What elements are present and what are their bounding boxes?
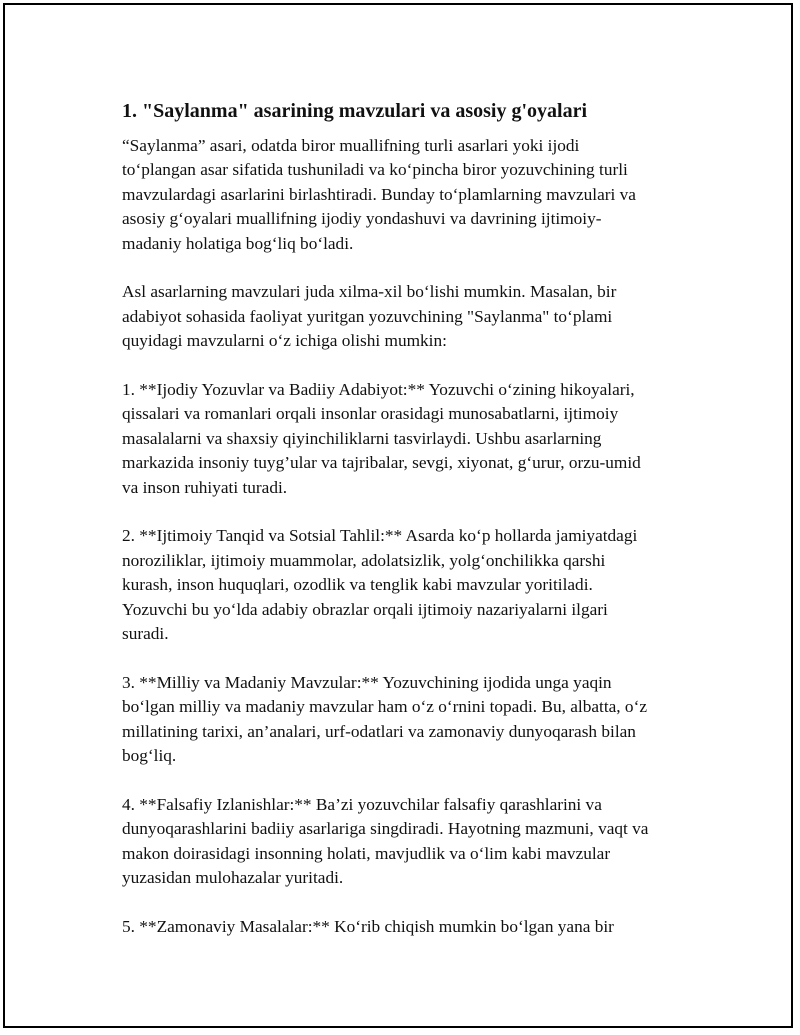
text-line: markazida insoniy tuyg’ular va tajribalar, sevgi, xiyonat, g‘urur, orzu-umid [122, 453, 641, 473]
text-line: Yozuvchi bu yo‘lda adabiy obrazlar orqali ijtimoiy nazariyalarni ilgari [122, 599, 608, 619]
text-line: suradi. [122, 624, 169, 644]
text-line: dunyoqarashlarini badiiy asarlariga singdiradi. Hayotning mazmuni, vaqt va [122, 819, 649, 839]
text-line: asosiy g‘oyalari muallifning ijodiy yondashuvi va davrining ijtimoiy- [122, 209, 602, 229]
paragraph-item-2 [122, 524, 707, 646]
text-line: “Saylanma” asari, odatda biror muallifning turli asarlari yoki ijodi [122, 136, 580, 155]
text-line: madaniy holatiga bog‘liq bo‘ladi. [122, 233, 354, 253]
text-line: 2. **Ijtimoiy Tanqid va Sotsial Tahlil:** Asarda ko‘p hollarda jamiyatdagi [122, 526, 638, 546]
text-line: masalalarni va shaxsiy qiyinchiliklarni tasvirlaydi. Ushbu asarlarning [122, 428, 602, 448]
page-frame [3, 3, 793, 1028]
paragraph-item-5 [122, 915, 707, 939]
text-line: 3. **Milliy va Madaniy Mavzular:** Yozuvchining ijodida unga yaqin [122, 672, 612, 692]
text-line: 4. **Falsafiy Izlanishlar:** Ba’zi yozuvchilar falsafiy qarashlarini va [122, 794, 602, 814]
paragraph-intro [122, 134, 707, 256]
text-line: quyidagi mavzularni o‘z ichiga olishi mumkin: [122, 331, 447, 351]
document-body [122, 98, 707, 964]
paragraph-themes-overview [122, 280, 707, 353]
text-line: makon doirasidagi insonning holati, mavjudlik va o‘lim kabi mavzular [122, 843, 611, 863]
text-line: 5. **Zamonaviy Masalalar:** Ko‘rib chiqish mumkin bo‘lgan yana bir [122, 916, 614, 936]
text-line: to‘plangan asar sifatida tushuniladi va ko‘pincha biror yozuvchining turli [122, 160, 628, 180]
paragraph-item-3 [122, 671, 707, 769]
text-line: bo‘lgan milliy va madaniy mavzular ham o‘z o‘rnini topadi. Bu, albatta, o‘z [122, 697, 648, 717]
text-line: millatining tarixi, an’analari, urf-odatlari va zamonaviy dunyoqarash bilan [122, 721, 636, 741]
page-title: 1. "Saylanma" asarining mavzulari va asosiy g'oyalari [122, 100, 588, 122]
text-line: mavzulardagi asarlarini birlashtiradi. Bunday to‘plamlarning mavzulari va [122, 184, 636, 204]
text-line: yuzasidan mulohazalar yuritadi. [122, 868, 344, 888]
text-line: kurash, inson huquqlari, ozodlik va tenglik kabi mavzular yoritiladi. [122, 575, 593, 595]
paragraph-item-1 [122, 378, 707, 500]
text-line: bog‘liq. [122, 746, 177, 766]
text-line: adabiyot sohasida faoliyat yuritgan yozuvchining "Saylanma" to‘plami [122, 306, 613, 326]
text-line: 1. **Ijodiy Yozuvlar va Badiiy Adabiyot:** Yozuvchi o‘zining hikoyalari, [122, 380, 635, 400]
paragraph-item-4 [122, 793, 707, 891]
text-line: va inson ruhiyati turadi. [122, 477, 288, 497]
text-line: qissalari va romanlari orqali insonlar orasidagi munosabatlarni, ijtimoiy [122, 404, 619, 424]
text-line: noroziliklar, ijtimoiy muammolar, adolatsizlik, yolg‘onchilikka qarshi [122, 550, 606, 570]
text-line: Asl asarlarning mavzulari juda xilma-xil bo‘lishi mumkin. Masalan, bir [122, 282, 617, 302]
